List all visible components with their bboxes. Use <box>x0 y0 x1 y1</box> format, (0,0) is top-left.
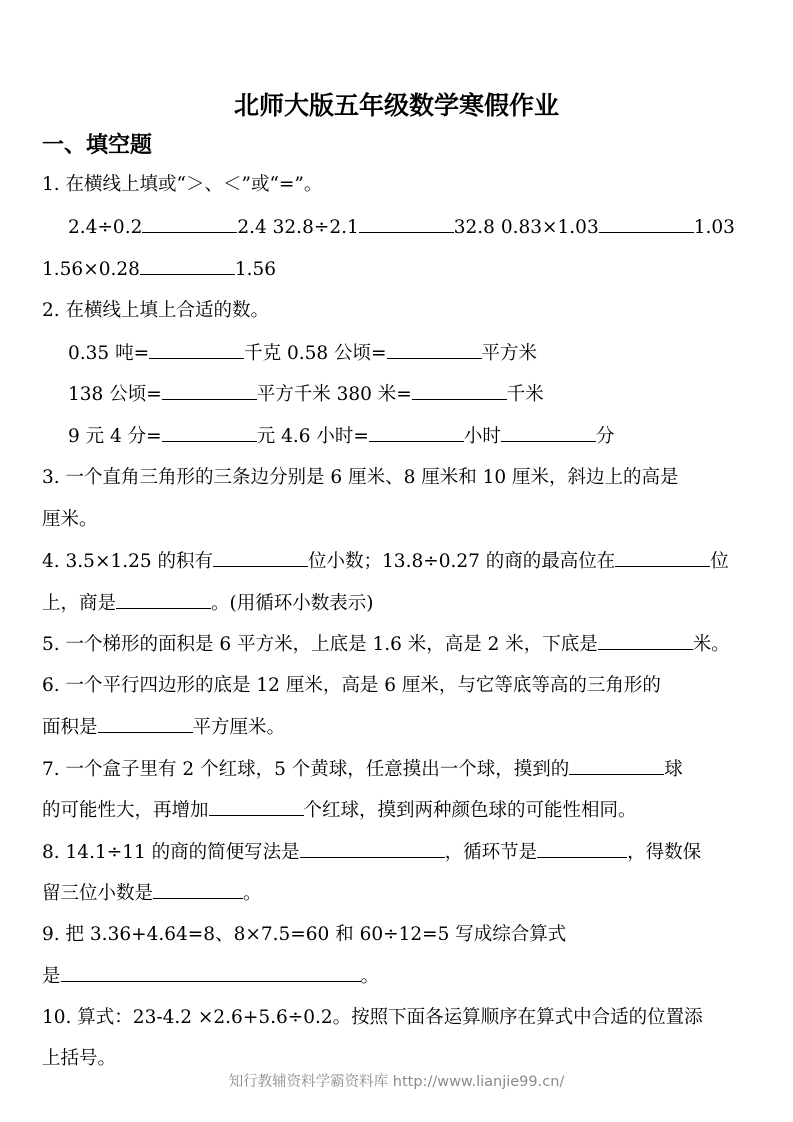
question-8-line-1: 8. 14.1÷11 的商的简便写法是 ，循环节是 ，得数保 <box>42 839 754 866</box>
question-2-line-1: 0.35 吨= 千克 0.58 公顷= 平方米 <box>68 340 780 367</box>
question-2-stem: 2. 在横线上填上合适的数。 <box>42 300 270 321</box>
answer-blank[interactable] <box>162 381 257 400</box>
answer-blank[interactable] <box>140 256 235 275</box>
question-9-line-2: 是 。 <box>42 963 754 990</box>
answer-blank[interactable] <box>116 590 211 609</box>
page-title: 北师大版五年级数学寒假作业 <box>233 91 559 120</box>
answer-blank[interactable] <box>61 963 361 982</box>
question-6-line-2: 面积是 平方厘米。 <box>42 714 754 741</box>
answer-blank[interactable] <box>369 423 464 442</box>
question-10-line-1: 10. 算式：23-4.2 ×2.6+5.6÷0.2。按照下面各运算顺序在算式中合适的位置添 <box>42 1007 703 1028</box>
answer-blank[interactable] <box>209 797 304 816</box>
question-7-line-1: 7. 一个盒子里有 2 个红球，5 个黄球，任意摸出一个球，摸到的 球 <box>42 756 754 783</box>
answer-blank[interactable] <box>162 423 257 442</box>
question-8-line-2: 留三位小数是 。 <box>42 880 754 907</box>
answer-blank[interactable] <box>537 839 627 858</box>
question-6-line-1: 6. 一个平行四边形的底是 12 厘米，高是 6 厘米，与它等底等高的三角形的 <box>42 675 661 696</box>
question-1-line-2: 1.56×0.28 1.56 <box>42 256 754 283</box>
answer-blank[interactable] <box>501 423 596 442</box>
question-1-line-1: 2.4÷0.2 2.4 32.8÷2.1 32.8 0.83×1.03 1.03 <box>68 214 780 241</box>
answer-blank[interactable] <box>153 880 243 899</box>
question-9-line-1: 9. 把 3.36+4.64=8、8×7.5=60 和 60÷12=5 写成综合算式 <box>42 924 567 945</box>
answer-blank[interactable] <box>387 340 482 359</box>
question-2-line-2: 138 公顷= 平方千米 380 米= 千米 <box>68 381 780 408</box>
answer-blank[interactable] <box>98 714 193 733</box>
question-2-line-3: 9 元 4 分= 元 4.6 小时= 小时 分 <box>68 423 780 450</box>
answer-blank[interactable] <box>598 631 693 650</box>
question-3-line-1: 3. 一个直角三角形的三条边分别是 6 厘米、8 厘米和 10 厘米，斜边上的高是 <box>42 467 679 488</box>
answer-blank[interactable] <box>213 548 308 567</box>
question-3-line-2: 厘米。 <box>42 509 98 530</box>
question-4-line-2: 上，商是 。(用循环小数表示) <box>42 590 754 617</box>
question-10-line-2: 上括号。 <box>42 1048 117 1069</box>
answer-blank[interactable] <box>359 214 454 233</box>
answer-blank[interactable] <box>149 340 244 359</box>
section-heading: 一、填空题 <box>42 133 153 158</box>
question-1-stem: 1. 在横线上填或“＞、＜”或“=”。 <box>42 174 323 195</box>
question-5-line-1: 5. 一个梯形的面积是 6 平方米，上底是 1.6 米，高是 2 米，下底是 米。 <box>42 631 754 658</box>
question-4-line-1: 4. 3.5×1.25 的积有 位小数；13.8÷0.27 的商的最高位在 位 <box>42 548 754 575</box>
question-7-line-2: 的可能性大，再增加 个红球，摸到两种颜色球的可能性相同。 <box>42 797 754 824</box>
answer-blank[interactable] <box>599 214 694 233</box>
watermark-footer: 知行教辅资料学霸资料库 http://www.lianjie99.cn/ <box>228 1074 565 1090</box>
answer-blank[interactable] <box>412 381 507 400</box>
answer-blank[interactable] <box>300 839 445 858</box>
answer-blank[interactable] <box>142 214 237 233</box>
answer-blank[interactable] <box>615 548 710 567</box>
answer-blank[interactable] <box>569 756 664 775</box>
